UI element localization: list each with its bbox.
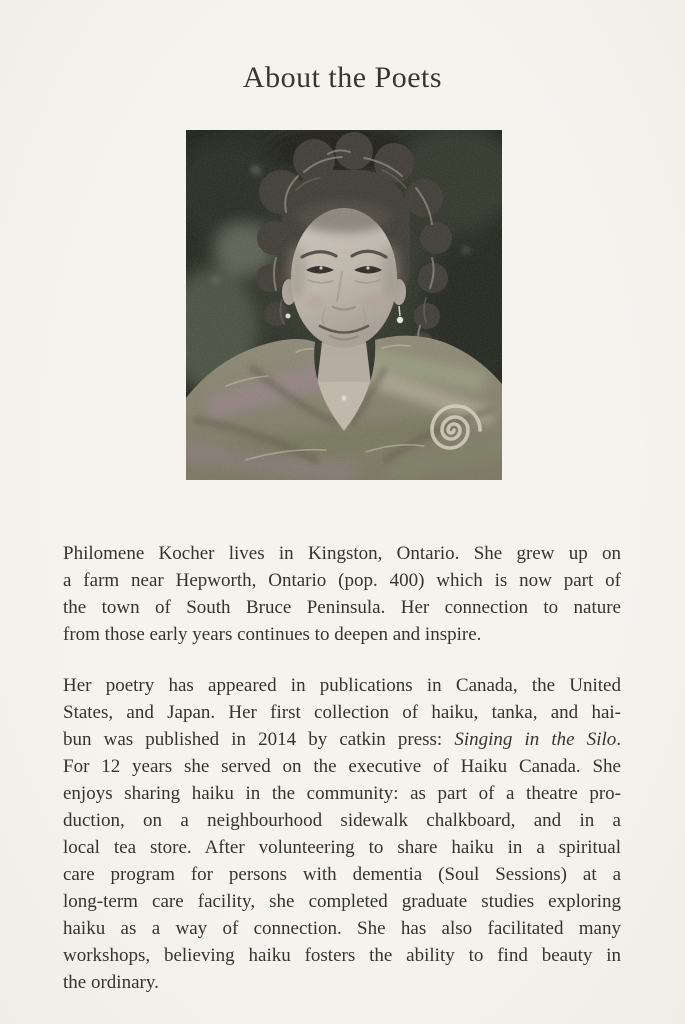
bio-line: haiku as a way of connection. She has also facilitated many (63, 918, 621, 939)
bio-line: local tea store. After volunteering to share haiku in a spiritual (63, 837, 621, 858)
bio-line: Philomene Kocher lives in Kingston, Ontario. She grew up on (63, 543, 621, 564)
bio-line: duction, on a neighbourhood sidewalk chalkboard, and in a (63, 810, 621, 831)
bio-paragraph-2 (63, 672, 621, 996)
bio-line (63, 726, 621, 753)
bio-line: care program for persons with dementia (Soul Sessions) at a (63, 864, 621, 885)
bio-line: For 12 years she served on the executive of Haiku Canada. She (63, 756, 621, 777)
bio-line: enjoys sharing haiku in the community: as part of a theatre pro- (63, 783, 621, 804)
bio-line: from those early years continues to deepen and inspire. (63, 624, 482, 645)
bio-line: a farm near Hepworth, Ontario (pop. 400) which is now part of (63, 570, 621, 591)
bio-paragraph-1 (63, 540, 621, 648)
bio-line: Her poetry has appeared in publications in Canada, the United (63, 675, 621, 696)
bio-line: workshops, believing haiku fosters the ability to find beauty in (63, 945, 621, 966)
portrait-photo (186, 130, 502, 480)
bio-line: the ordinary. (63, 972, 159, 993)
bio-line: the town of South Bruce Peninsula. Her connection to nature (63, 597, 621, 618)
bio-line: States, and Japan. Her first collection of haiku, tanka, and hai- (63, 702, 621, 723)
bio-line-text: bun was published in 2014 by catkin press: (63, 729, 455, 750)
page-title: About the Poets (242, 61, 443, 95)
portrait-illustration (186, 130, 502, 480)
bio-line: long-term care facility, she completed graduate studies exploring (63, 891, 621, 912)
book-title-italic: Singing in the Silo (454, 729, 617, 750)
biography-text (63, 540, 621, 996)
bio-line-text: . (616, 729, 622, 750)
